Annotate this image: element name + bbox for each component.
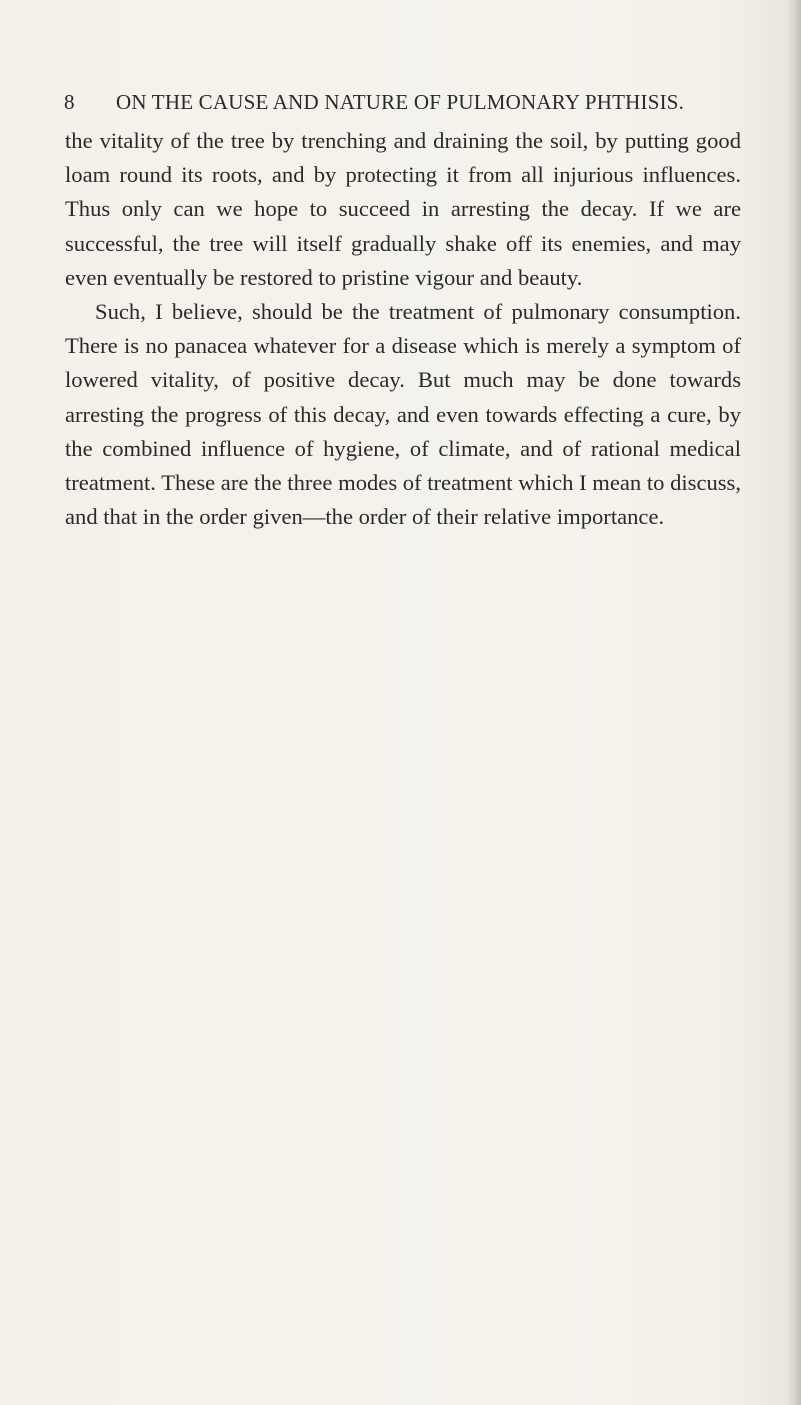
paragraph-continued: the vitality of the tree by trenching and draining the soil, by putting good loam round its roots, and by protecting it from all injurious influences. Thus only can we hope to succeed in arresting the decay. If we are successful, the tree will itself gradually shake off its enemies, and may even eventually be restored to pristine vigour and beauty. [65,128,741,290]
body-text [65,124,741,534]
paragraph-treatment: Such, I believe, should be the treatment of pulmonary consumption. There is no panacea whatever for a disease which is merely a symptom of lowered vitality, of positive decay. But much may be done towards arresting the progress of this decay, and even towards effecting a cure, by the combined influence of hygiene, of climate, and of rational medical treatment. These are the three modes of treatment which I mean to discuss, and that in the order given—the order of their relative importance. [65,299,741,530]
running-title: ON THE CAUSE AND NATURE OF PULMONARY PHTHISIS. [116,90,685,114]
page-edge-shadow [787,0,801,1405]
page-number: 8 [64,90,75,114]
running-head [64,90,744,120]
